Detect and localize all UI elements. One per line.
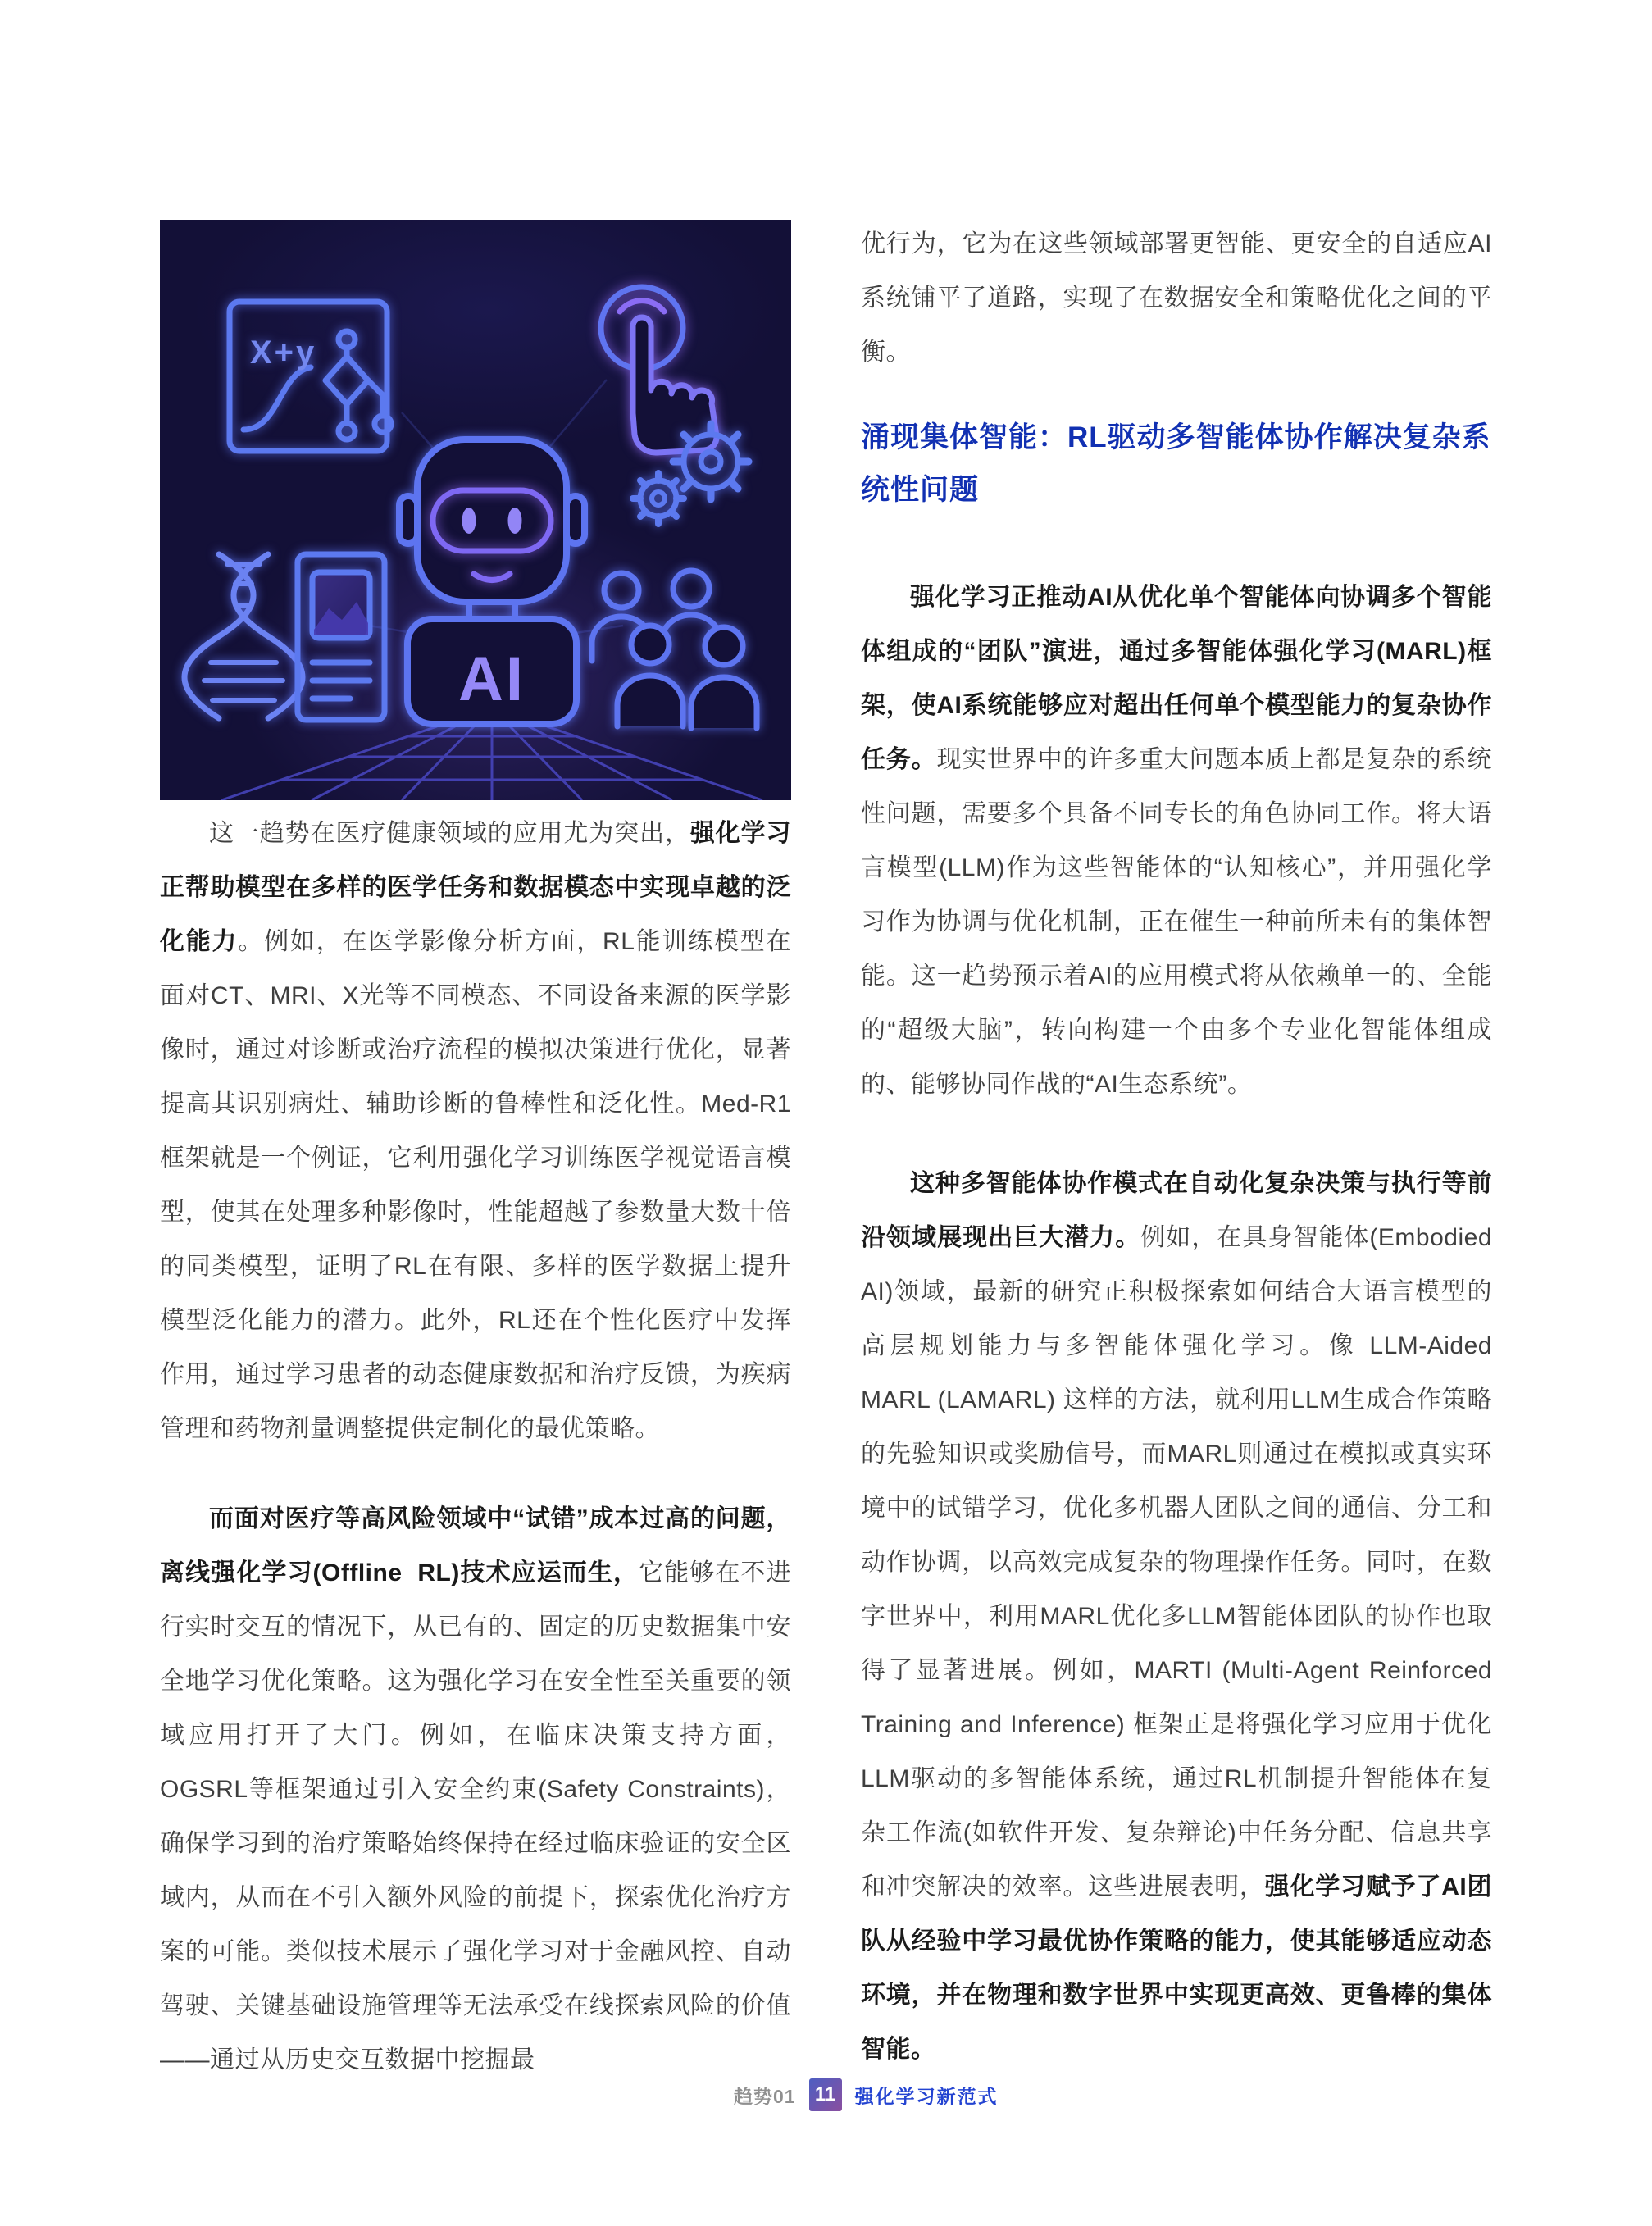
right-column xyxy=(861,217,1492,2077)
page-footer xyxy=(734,2077,999,2113)
illustration-ai-robot xyxy=(160,220,791,800)
left-column xyxy=(160,220,791,2087)
robot-icon xyxy=(399,439,585,724)
footer-trend-label: 趋势01 xyxy=(734,2085,796,2107)
footer-section-title: 强化学习新范式 xyxy=(854,2085,999,2107)
left-paragraph-1: 这一趋势在医疗健康领域的应用尤为突出，强化学习正帮助模型在多样的医学任务和数据模态中实现卓越的泛化能力。例如，在医学影像分析方面，RL能训练模型在面对CT、MRI、X光等不同模态、不同设备来源的医学影像时，通过对诊断或治疗流程的模拟决策进行优化，显著提高其识别病灶、辅助诊断的鲁棒性和泛化性。Med-R1框架就是一个例证，它利用强化学习训练医学视觉语言模型，使其在处理多种影像时，性能超越了参数量大数十倍的同类模型，证明了RL在有限、多样的医学数据上提升模型泛化能力的潜力。此外，RL还在个性化医疗中发挥作用，通过学习患者的动态健康数据和治疗反馈，为疾病管理和药物剂量调整提供定制化的最优策略。 xyxy=(160,820,792,1442)
right-paragraph-2: 这种多智能体协作模式在自动化复杂决策与执行等前沿领域展现出巨大潜力。例如，在具身智能体(Embodied AI)领域，最新的研究正积极探索如何结合大语言模型的高层规划能力与多智能体强化学习。像 LLM-Aided MARL (LAMARL) 这样的方法，就利用LLM生成合作策略的先验知识或奖励信号，而MARL则通过在模拟或真实环境中的试错学习，优化多机器人团队之间的通信、分工和动作协调，以高效完成复杂的物理操作任务。同时，在数字世界中，利用MARL优化多LLM智能体团队的协作也取得了显著进展。例如，MARTI (Multi-Agent Reinforced Training and Inference) 框架正是将强化学习应用于优化LLM驱动的多智能体系统，通过RL机制提升智能体在复杂工作流(如软件开发、复杂辩论)中任务分配、信息共享和冲突解决的效率。这些进展表明，强化学习赋予了AI团队从经验中学习最优协作策略的能力，使其能够适应动态环境，并在物理和数字世界中实现更高效、更鲁棒的集体智能。 xyxy=(861,1170,1493,2063)
section-heading: 涌现集体智能：RL驱动多智能体协作解决复杂系统性问题 xyxy=(861,421,1491,506)
robot-eye-right xyxy=(508,508,522,534)
left-paragraph-2: 而面对医疗等高风险领域中“试错”成本过高的问题，离线强化学习(Offline RL)技术应运而生，它能够在不进行实时交互的情况下，从已有的、固定的历史数据集中安全地学习优化策略。这为强化学习在安全性至关重要的领域应用打开了大门。例如，在临床决策支持方面，OGSRL等框架通过引入安全约束(Safety Constraints)，确保学习到的治疗策略始终保持在经过临床验证的安全区域内，从而在不引入额外风险的前提下，探索优化治疗方案的可能。类似技术展示了强化学习对于金融风控、自动驾驶、关键基础设施管理等无法承受在线探索风险的价值——通过从历史交互数据中挖掘最 xyxy=(160,1505,792,2074)
right-intro-paragraph: 优行为，它为在这些领域部署更智能、更安全的自适应AI系统铺平了道路，实现了在数据安全和策略优化之间的平衡。 xyxy=(861,230,1492,366)
footer-page-badge: 11 xyxy=(809,2078,842,2111)
illustration-svg xyxy=(160,220,791,800)
right-paragraph-1: 强化学习正推动AI从优化单个智能体向协调多个智能体组成的“团队”演进，通过多智能体强化学习(MARL)框架，使AI系统能够应对超出任何单个模型能力的复杂协作任务。现实世界中的许多重大问题本质上都是复杂的系统性问题，需要多个具备不同专长的角色协同工作。将大语言模型(LLM)作为这些智能体的“认知核心”，并用强化学习作为协调与优化机制，正在催生一种前所未有的集体智能。这一趋势预示着AI的应用模式将从依赖单一的、全能的“超级大脑”，转向构建一个由多个专业化智能体组成的、能够协同作战的“AI生态系统”。 xyxy=(861,584,1492,1098)
robot-ai-label: AI xyxy=(458,644,526,714)
robot-eye-left xyxy=(462,508,476,534)
formula-text: X+y xyxy=(250,335,317,371)
